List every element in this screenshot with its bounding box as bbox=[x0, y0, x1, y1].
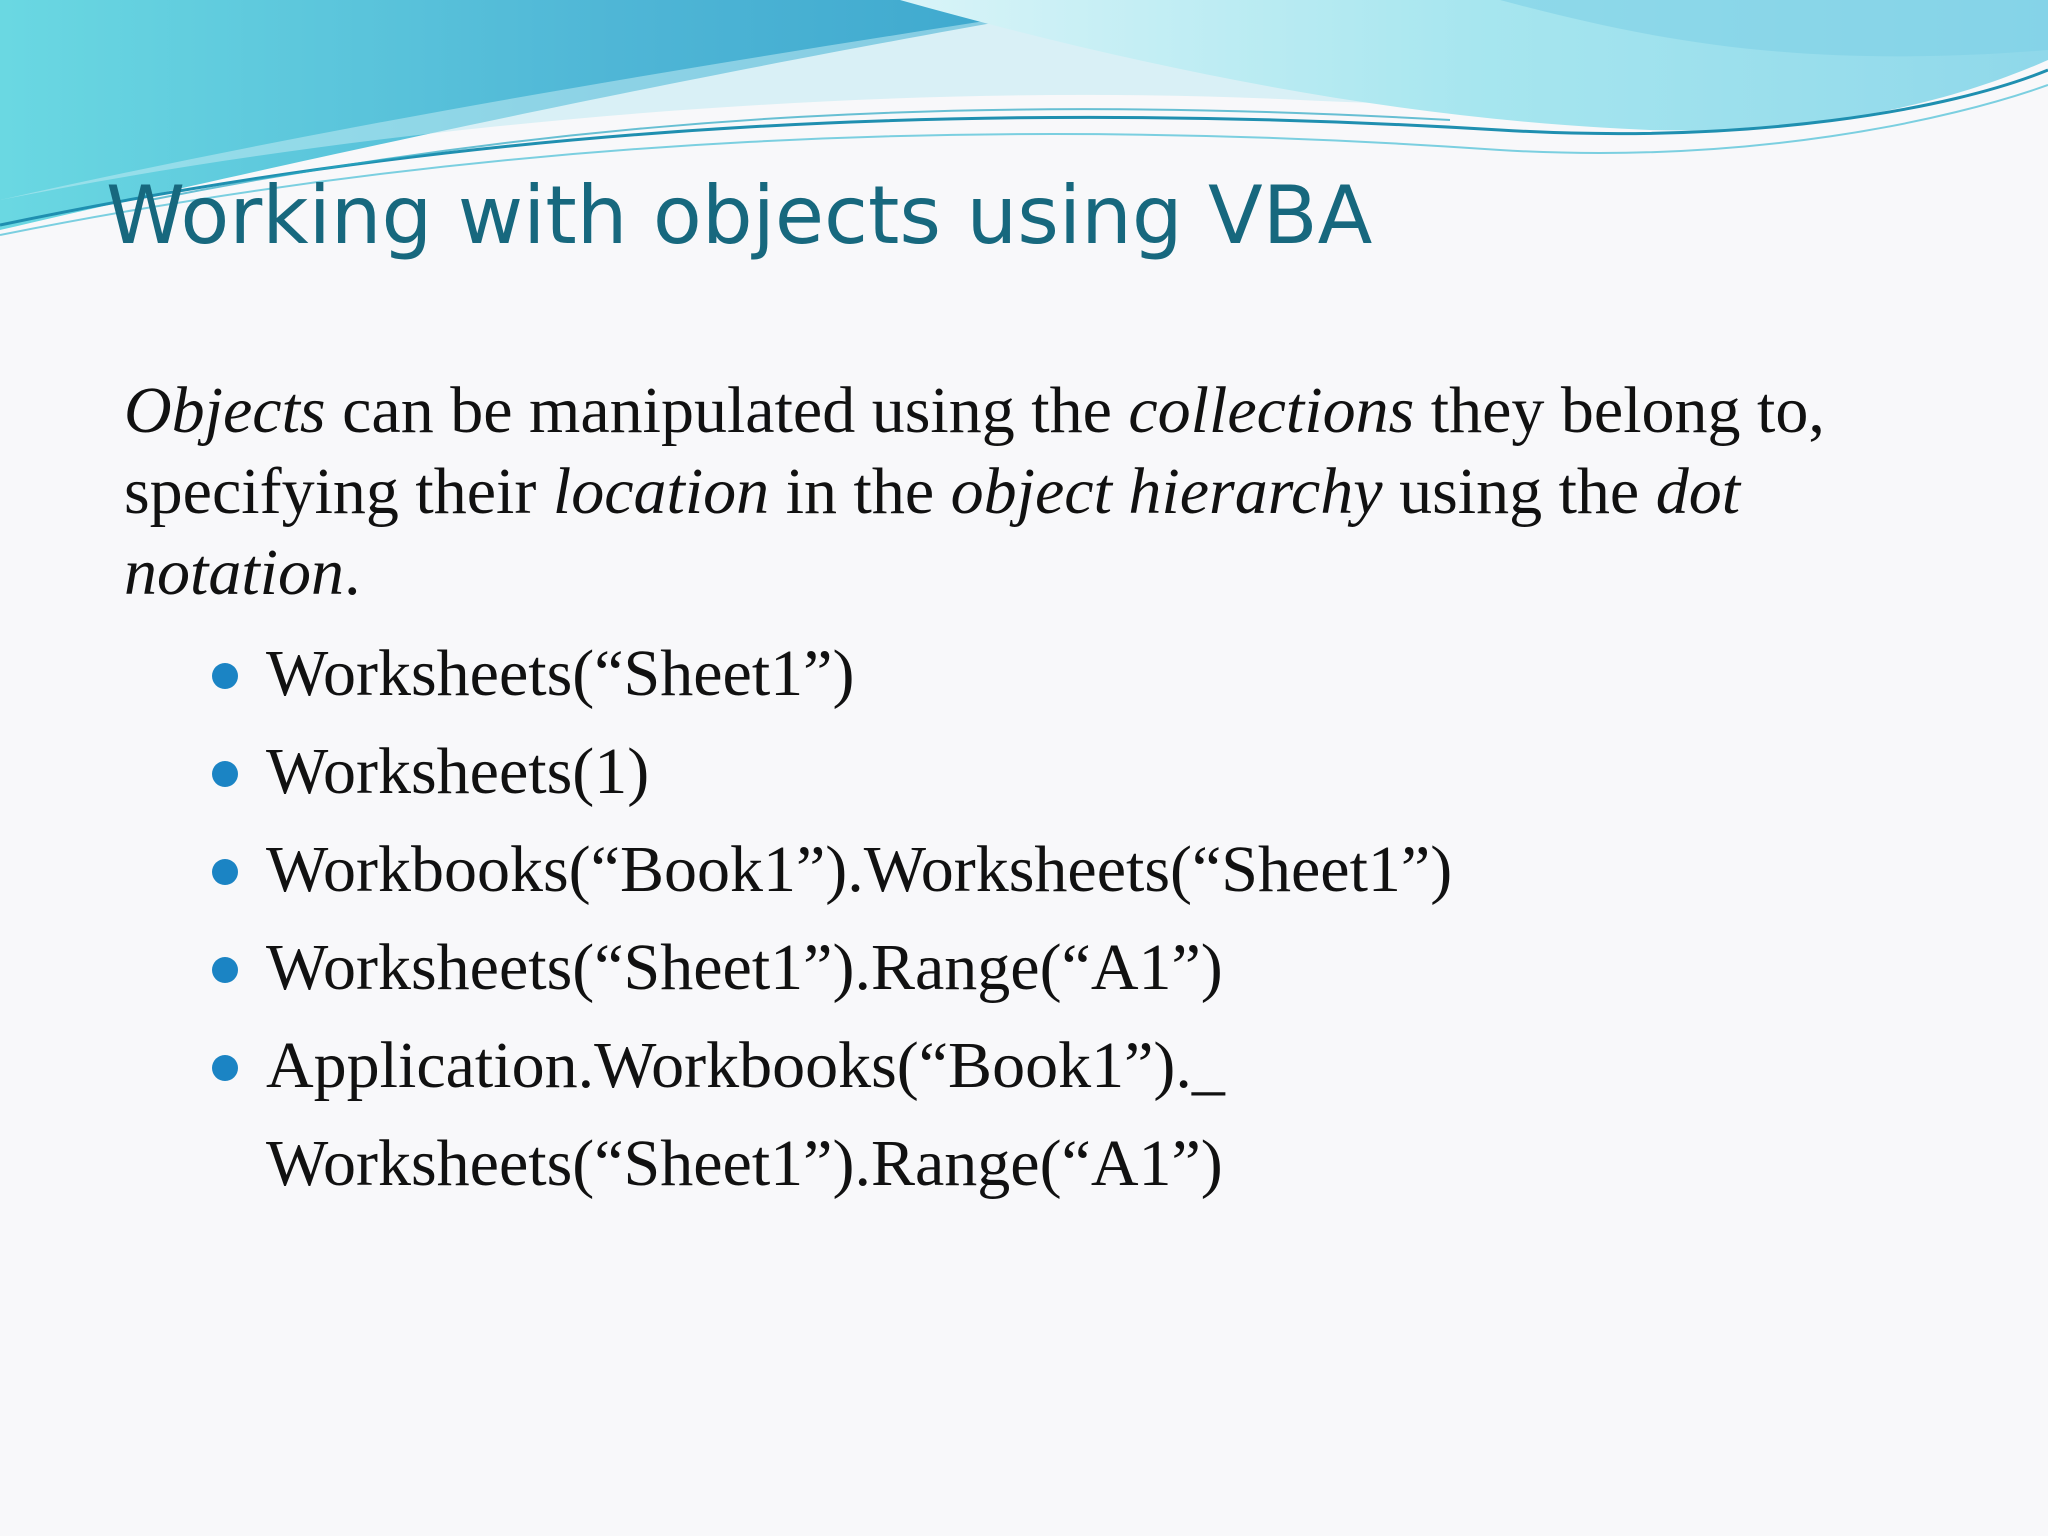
list-item bbox=[266, 919, 1984, 1017]
intro-text-objects: Objects bbox=[124, 374, 326, 447]
list-item-text: Workbooks(“Book1”).Worksheets(“Sheet1”) bbox=[266, 833, 1453, 906]
bullet-dot-icon bbox=[212, 663, 238, 689]
bullet-dot-icon bbox=[212, 957, 238, 983]
bullet-dot-icon bbox=[212, 1055, 238, 1081]
slide-title: Working with objects using VBA bbox=[106, 169, 1373, 262]
list-item bbox=[266, 625, 1984, 723]
bullet-dot-icon bbox=[212, 859, 238, 885]
bullet-list bbox=[124, 625, 1984, 1213]
intro-text-3: they belong to, specifying their bbox=[124, 374, 1825, 528]
bullet-dot-icon bbox=[212, 761, 238, 787]
intro-text-collections: collections bbox=[1128, 374, 1415, 447]
intro-text-1: can be manipulated using the bbox=[325, 374, 1129, 447]
intro-text-dot-notation: dot notation bbox=[124, 455, 1741, 609]
list-item-text-continuation: Worksheets(“Sheet1”).Range(“A1”) bbox=[266, 1127, 1223, 1200]
intro-text-5: in the bbox=[769, 455, 951, 528]
intro-text-7: using the bbox=[1382, 455, 1656, 528]
intro-text-9: . bbox=[344, 536, 361, 609]
list-item-text: Application.Workbooks(“Book1”)._ bbox=[266, 1029, 1225, 1102]
intro-text-object-hierarchy: object hierarchy bbox=[950, 455, 1383, 528]
list-item bbox=[266, 723, 1984, 821]
intro-paragraph bbox=[124, 370, 1984, 613]
list-item-text: Worksheets(1) bbox=[266, 735, 650, 808]
slide-body bbox=[124, 370, 1984, 1213]
list-item-text: Worksheets(“Sheet1”) bbox=[266, 637, 855, 710]
list-item bbox=[266, 1017, 1984, 1213]
list-item-text: Worksheets(“Sheet1”).Range(“A1”) bbox=[266, 931, 1223, 1004]
list-item bbox=[266, 821, 1984, 919]
intro-text-location: location bbox=[552, 455, 770, 528]
